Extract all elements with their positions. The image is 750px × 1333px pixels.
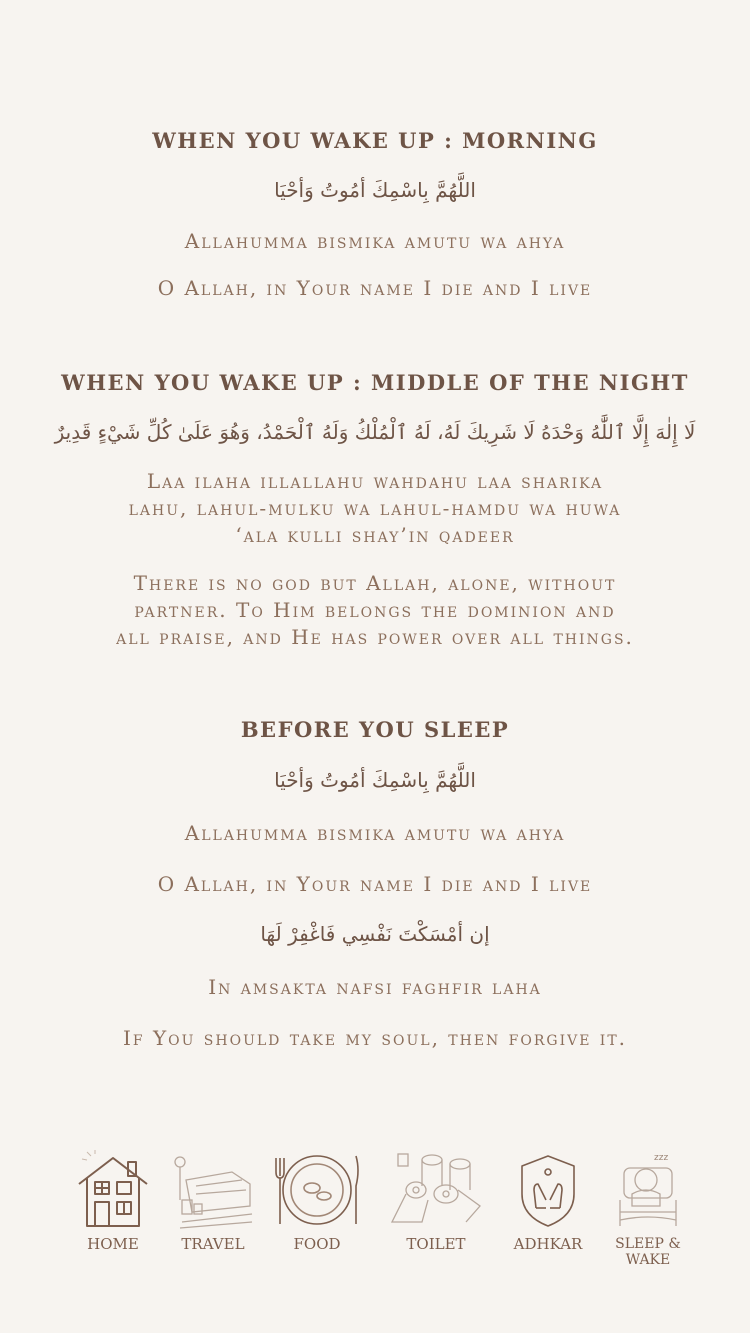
nav-label-food: FOOD — [293, 1235, 341, 1253]
sleep-transliteration-1: Allahumma bismika amutu wa ahya — [184, 821, 566, 845]
toilet-icon — [386, 1150, 486, 1230]
night-translation-line: partner. To Him belongs the dominion and — [134, 598, 616, 622]
nav-item-toilet[interactable] — [384, 1150, 488, 1252]
sleep-arabic-2: إن أمْسَكْتَ نَفْسِي فَاغْفِرْ لَهَا — [260, 922, 490, 946]
train-icon — [172, 1150, 254, 1230]
house-icon — [73, 1150, 153, 1230]
morning-transliteration: Allahumma bismika amutu wa ahya — [184, 229, 566, 253]
nav-item-adhkar[interactable] — [508, 1150, 588, 1252]
nav-item-food[interactable] — [270, 1150, 364, 1252]
morning-arabic: اللَّهُمَّ بِاسْمِكَ أمُوتُ وَأحْيَا — [274, 178, 476, 202]
svg-text:zzz: zzz — [654, 1153, 669, 1163]
nav-item-sleep-wake[interactable] — [610, 1150, 686, 1268]
sleep-transliteration-2: In amsakta nafsi faghfir laha — [208, 975, 542, 999]
nav-label-sleep-line1: SLEEP & — [615, 1236, 681, 1252]
morning-translation: O Allah, in Your name I die and I live — [157, 276, 593, 300]
night-transliteration-line: Laa ilaha illallahu wahdahu laa sharika — [146, 469, 604, 493]
nav-label-travel: TRAVEL — [181, 1235, 245, 1253]
sleeping-icon — [614, 1150, 682, 1230]
nav-label-toilet: TOILET — [406, 1235, 466, 1253]
sleep-heading: BEFORE YOU SLEEP — [240, 717, 510, 742]
night-heading: WHEN YOU WAKE UP : MIDDLE OF THE NIGHT — [61, 370, 689, 395]
night-translation-line: There is no god but Allah, alone, without — [133, 571, 617, 595]
praying-hands-icon — [516, 1150, 580, 1230]
nav-label-sleep-line2: WAKE — [625, 1252, 671, 1268]
plate-icon — [272, 1150, 362, 1230]
night-transliteration-line: lahu, lahul-mulku wa lahul-hamdu wa huwa — [128, 496, 622, 520]
night-translation — [0, 570, 750, 651]
night-arabic: لَا إِلٰهَ إِلَّا ٱللَّٰهُ وَحْدَهُ لَا شَرِيكَ لَهُ، لَهُ ٱلْمُلْكُ وَلَهُ ٱلْحَمْدُ، وَهُوَ عَلَىٰ كُلِّ شَيْءٍ قَدِيرٌ — [54, 420, 696, 444]
sleep-translation-2: If You should take my soul, then forgive it. — [122, 1026, 628, 1050]
morning-heading: WHEN YOU WAKE UP : MORNING — [152, 128, 598, 153]
bottom-nav — [0, 1150, 750, 1333]
sleep-translation-1: O Allah, in Your name I die and I live — [157, 872, 593, 896]
nav-label-adhkar: ADHKAR — [513, 1235, 583, 1253]
nav-item-travel[interactable] — [170, 1150, 256, 1252]
night-transliteration-line: ‘ala kulli shay’in qadeer — [235, 523, 515, 547]
night-translation-line: all praise, and He has power over all things. — [116, 625, 634, 649]
nav-label-sleep-wake — [610, 1236, 686, 1268]
nav-item-home[interactable] — [70, 1150, 156, 1252]
nav-label-home: HOME — [87, 1235, 139, 1253]
sleep-arabic-1: اللَّهُمَّ بِاسْمِكَ أمُوتُ وَأحْيَا — [274, 768, 476, 792]
night-transliteration — [0, 468, 750, 549]
